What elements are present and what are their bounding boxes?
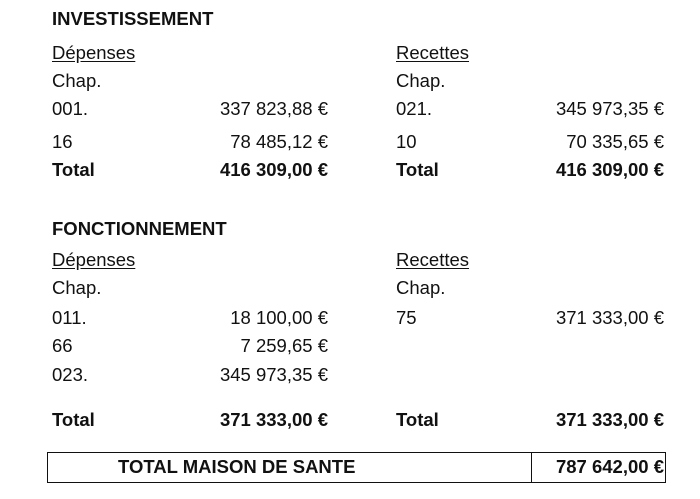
fonctionnement-depenses-amount-023: 345 973,35 € [219,364,328,385]
fonctionnement-recettes-total: 371 333,00 € [555,409,664,430]
fonctionnement-depenses-total: 371 333,00 € [219,409,328,430]
section-title-fonctionnement: FONCTIONNEMENT [52,218,227,239]
fonctionnement-depenses-chap-023: 023. [52,364,89,385]
investissement-depenses-heading: Dépenses [52,42,136,63]
fonctionnement-depenses-amount-011: 18 100,00 € [230,307,328,328]
fonctionnement-recettes-chap-75: 75 [396,307,417,328]
investissement-recettes-chap-label: Chap. [396,70,446,91]
fonctionnement-recettes-total-label: Total [396,409,439,430]
investissement-recettes-chap-10: 10 [396,131,417,152]
fonctionnement-depenses-chap-label: Chap. [52,277,102,298]
investissement-depenses-total: 416 309,00 € [219,159,328,180]
investissement-recettes-amount-10: 70 335,65 € [566,131,664,152]
investissement-depenses-chap-16: 16 [52,131,73,152]
investissement-depenses-chap-001: 001. [52,98,89,119]
grand-total-label: TOTAL MAISON DE SANTE [118,456,356,477]
fonctionnement-recettes-heading: Recettes [396,249,470,270]
fonctionnement-depenses-chap-011: 011. [52,307,87,328]
investissement-recettes-amount-021: 345 973,35 € [555,98,664,119]
fonctionnement-depenses-amount-66: 7 259,65 € [240,335,328,356]
investissement-depenses-amount-001: 337 823,88 € [219,98,328,119]
investissement-depenses-chap-label: Chap. [52,70,102,91]
investissement-recettes-total: 416 309,00 € [555,159,664,180]
investissement-depenses-amount-16: 78 485,12 € [230,131,328,152]
investissement-recettes-total-label: Total [396,159,439,180]
grand-total-amount: 787 642,00 € [555,456,664,477]
investissement-recettes-chap-021: 021. [396,98,433,119]
fonctionnement-depenses-chap-66: 66 [52,335,73,356]
fonctionnement-recettes-chap-label: Chap. [396,277,446,298]
investissement-recettes-heading: Recettes [396,42,470,63]
investissement-depenses-total-label: Total [52,159,95,180]
fonctionnement-depenses-total-label: Total [52,409,95,430]
section-title-investissement: INVESTISSEMENT [52,8,214,29]
fonctionnement-recettes-amount-75: 371 333,00 € [555,307,664,328]
fonctionnement-depenses-heading: Dépenses [52,249,136,270]
